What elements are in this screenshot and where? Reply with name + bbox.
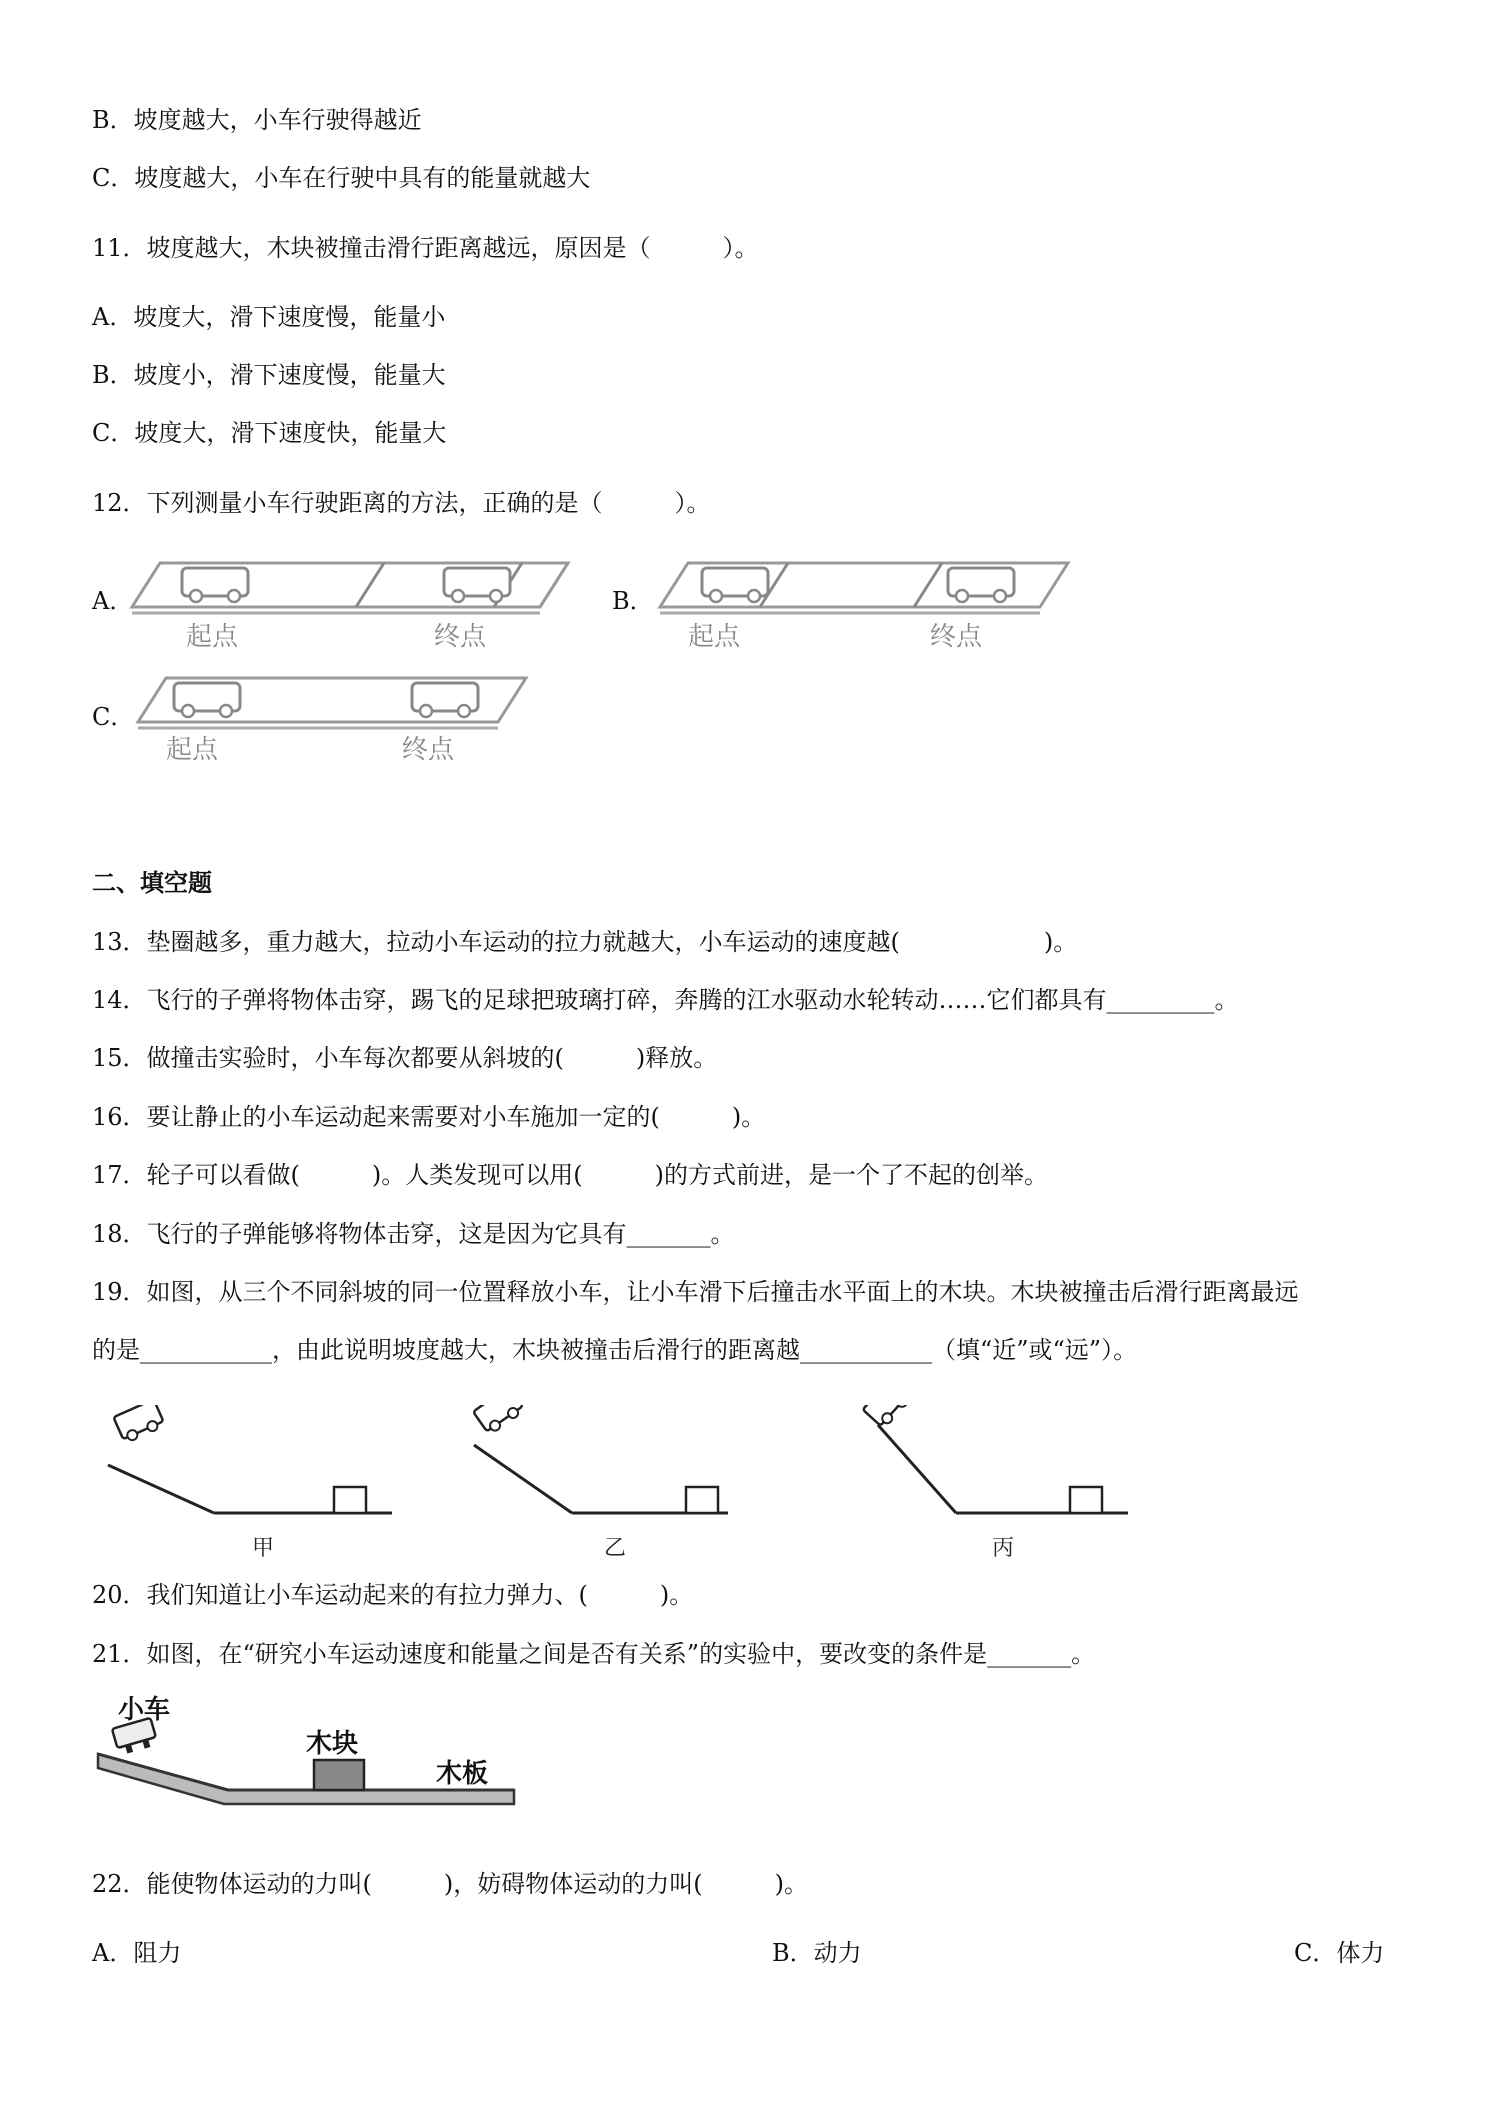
- q21-experiment-figure: [96, 1690, 526, 1820]
- slope-jia: [108, 1405, 392, 1561]
- q15-stem: 15．做撞击实验时，小车每次都要从斜坡的( )释放。: [92, 1044, 718, 1072]
- q18-stem: 18．飞行的子弹能够将物体击穿，这是因为它具有_______。: [92, 1220, 735, 1248]
- q21-block-label: 木块: [306, 1729, 359, 1759]
- q13-stem: 13．垫圈越多，重力越大，拉动小车运动的拉力就越大，小车运动的速度越( )。: [92, 928, 1078, 956]
- q12-figure-c: [126, 670, 546, 780]
- q12-figure-a: [120, 555, 580, 665]
- q21-board-label: 木板: [436, 1759, 489, 1789]
- q22-option-a: A．阻力: [92, 1939, 182, 1967]
- q21-stem: 21．如图，在“研究小车运动速度和能量之间是否有关系”的实验中，要改变的条件是_______。: [92, 1640, 1096, 1668]
- q16-stem: 16．要让静止的小车运动起来需要对小车施加一定的( )。: [92, 1103, 766, 1131]
- q12-c-end-label: 终点: [402, 735, 455, 765]
- q12-b-end-label: 终点: [930, 622, 983, 652]
- q19-stem-line2: 的是___________，由此说明坡度越大，木块被撞击后滑行的距离越___________（填“近”或“远”）。: [92, 1336, 1138, 1364]
- q11-option-a: A．坡度大，滑下速度慢，能量小: [92, 303, 446, 331]
- q12-a-start-label: 起点: [186, 622, 239, 652]
- q21-car-label: 小车: [118, 1695, 171, 1725]
- q10-option-b: B．坡度越大，小车行驶得越近: [92, 106, 422, 134]
- q19-stem-line1: 19．如图，从三个不同斜坡的同一位置释放小车，让小车滑下后撞击水平面上的木块。木块被撞击后滑行距离最远: [92, 1278, 1299, 1306]
- q12-stem: 12．下列测量小车行驶距离的方法，正确的是（ ）。: [92, 489, 711, 517]
- q19-slopes-figure: [96, 1405, 1156, 1565]
- q12-option-c-label: C．: [92, 703, 135, 731]
- q14-stem: 14．飞行的子弹将物体击穿，踢飞的足球把玻璃打碎，奔腾的江水驱动水轮转动……它们都具有_________。: [92, 986, 1239, 1014]
- slope-label-jia: 甲: [252, 1536, 275, 1561]
- q10-option-c: C．坡度越大，小车在行驶中具有的能量就越大: [92, 164, 591, 192]
- q11-option-c: C．坡度大，滑下速度快，能量大: [92, 419, 447, 447]
- q11-option-b: B．坡度小，滑下速度慢，能量大: [92, 361, 446, 389]
- q22-stem: 22．能使物体运动的力叫( )，妨碍物体运动的力叫( )。: [92, 1870, 808, 1898]
- q22-option-b: B．动力: [772, 1939, 862, 1967]
- q20-stem: 20．我们知道让小车运动起来的有拉力弹力、( )。: [92, 1581, 694, 1609]
- q17-stem: 17．轮子可以看做( )。人类发现可以用( )的方式前进，是一个了不起的创举。: [92, 1161, 1048, 1189]
- q12-c-start-label: 起点: [166, 735, 219, 765]
- slope-label-yi: 乙: [604, 1536, 627, 1561]
- slope-bing: [863, 1405, 1128, 1561]
- q22-option-c: C．体力: [1294, 1939, 1385, 1967]
- q12-figure-b: [648, 555, 1088, 665]
- slope-yi: [473, 1405, 728, 1561]
- q11-stem: 11．坡度越大，木块被撞击滑行距离越远，原因是（ ）。: [92, 234, 759, 262]
- q12-a-end-label: 终点: [434, 622, 487, 652]
- slope-label-bing: 丙: [992, 1536, 1015, 1561]
- q12-b-start-label: 起点: [688, 622, 741, 652]
- section-title-fill-in: 二、填空题: [92, 869, 212, 897]
- q12-option-b-label: B．: [612, 587, 654, 615]
- q12-option-a-label: A．: [92, 587, 134, 615]
